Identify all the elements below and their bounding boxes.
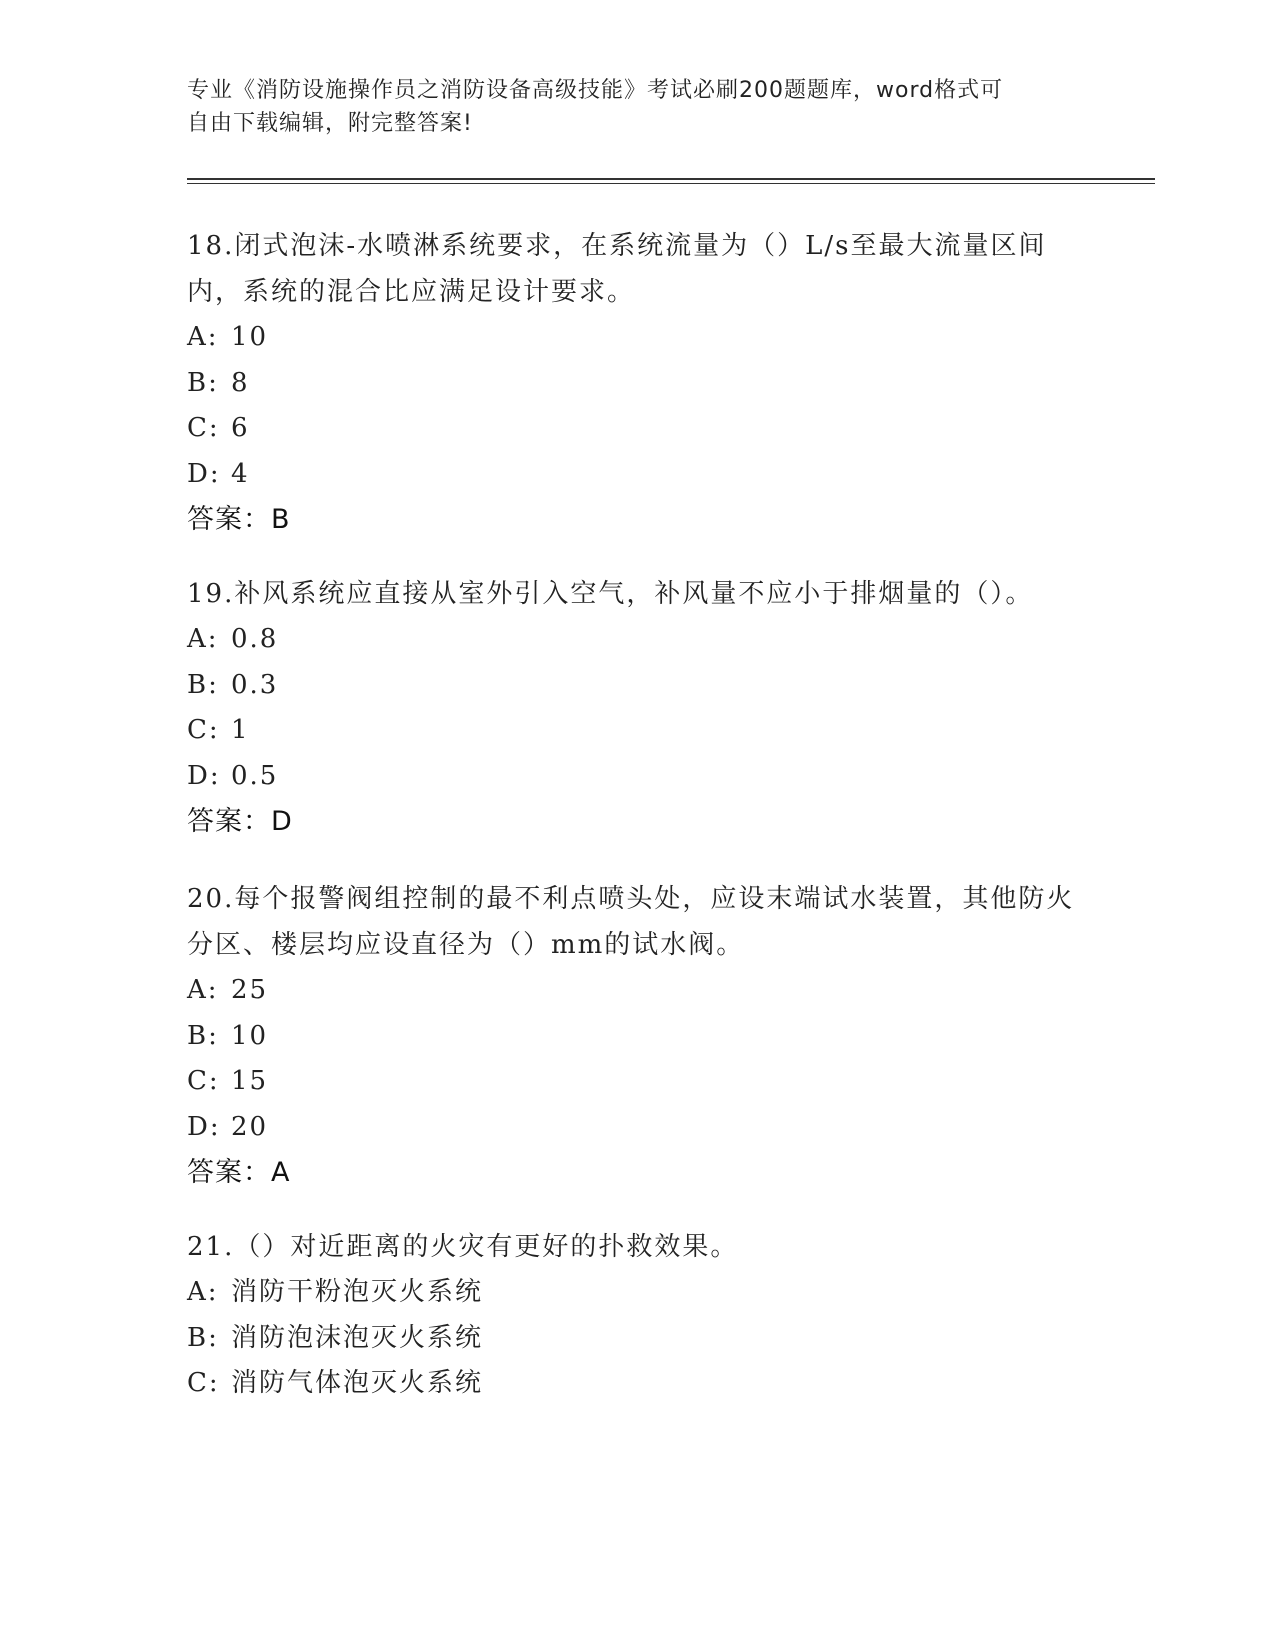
option-letter: C:	[187, 1368, 220, 1398]
answer-line: 答案：B	[187, 504, 291, 535]
option-c	[187, 708, 1087, 754]
option-letter: A:	[187, 624, 219, 654]
header-line-2: 自由下载编辑，附完整答案!	[187, 111, 473, 136]
question-stem	[187, 1224, 1087, 1270]
answer-line: 答案：A	[187, 1157, 291, 1188]
question-text: 补风系统应直接从室外引入空气，补风量不应小于排烟量的（）。	[234, 579, 1034, 609]
option-letter: C:	[187, 1066, 220, 1096]
option-letter: C:	[187, 715, 220, 745]
question-stem	[187, 223, 1087, 315]
option-text: 10	[231, 1020, 269, 1051]
option-d	[187, 754, 1087, 800]
option-letter: B:	[187, 1322, 219, 1353]
option-text: 0.8	[231, 624, 279, 654]
question-stem	[187, 571, 1087, 617]
option-text: 消防干粉泡灭火系统	[231, 1277, 484, 1307]
option-text: 15	[231, 1066, 269, 1096]
option-c	[187, 406, 1087, 452]
option-letter: D:	[187, 458, 221, 489]
header-line-1: 专业《消防设施操作员之消防设备高级技能》考试必刷200题题库，word格式可	[187, 78, 1004, 103]
header-divider-thin	[187, 183, 1155, 184]
question-number: 18.	[187, 231, 235, 261]
option-text: 0.5	[231, 760, 279, 791]
question-text: 每个报警阀组控制的最不利点喷头处，应设末端试水装置，其他防火分区、楼层均应设直径为（）mm的试水阀。	[187, 884, 1075, 960]
option-letter: B:	[187, 669, 219, 700]
document-header	[187, 74, 1067, 140]
option-a	[187, 617, 1087, 663]
question-text: （）对近距离的火灾有更好的扑救效果。	[234, 1232, 739, 1262]
option-b	[187, 1316, 1087, 1362]
option-text: 6	[231, 413, 250, 443]
option-text: 0.3	[231, 669, 279, 700]
option-c	[187, 1059, 1087, 1105]
question-number: 21.	[187, 1232, 235, 1262]
option-letter: B:	[187, 1020, 219, 1051]
answer-line: 答案：D	[187, 806, 293, 837]
option-text: 25	[231, 975, 269, 1005]
option-text: 20	[231, 1111, 269, 1142]
question-text: 闭式泡沫-水喷淋系统要求，在系统流量为（）L/s至最大流量区间内，系统的混合比应满足设计要求。	[187, 231, 1047, 307]
question-number: 20.	[187, 884, 235, 914]
question-stem	[187, 876, 1087, 968]
option-a	[187, 1270, 1087, 1316]
option-text: 10	[231, 322, 269, 352]
option-a	[187, 968, 1087, 1014]
question-number: 19.	[187, 579, 235, 609]
question-18	[187, 223, 1087, 543]
option-text: 消防泡沫泡灭火系统	[231, 1322, 484, 1353]
option-letter: C:	[187, 413, 220, 443]
question-19	[187, 571, 1087, 845]
header-divider-thick	[187, 178, 1155, 180]
option-text: 4	[231, 458, 250, 489]
option-letter: B:	[187, 367, 219, 398]
option-b	[187, 361, 1087, 407]
option-text: 1	[231, 715, 250, 745]
option-letter: A:	[187, 1277, 219, 1307]
option-letter: D:	[187, 1111, 221, 1142]
option-text: 消防气体泡灭火系统	[231, 1368, 484, 1398]
option-letter: A:	[187, 322, 219, 352]
option-d	[187, 1105, 1087, 1151]
option-b	[187, 1014, 1087, 1060]
question-20	[187, 876, 1087, 1196]
option-text: 8	[231, 367, 250, 398]
option-letter: A:	[187, 975, 219, 1005]
option-a	[187, 315, 1087, 361]
option-letter: D:	[187, 760, 221, 791]
option-b	[187, 663, 1087, 709]
option-d	[187, 452, 1087, 498]
option-c	[187, 1361, 1087, 1407]
question-21	[187, 1224, 1087, 1407]
